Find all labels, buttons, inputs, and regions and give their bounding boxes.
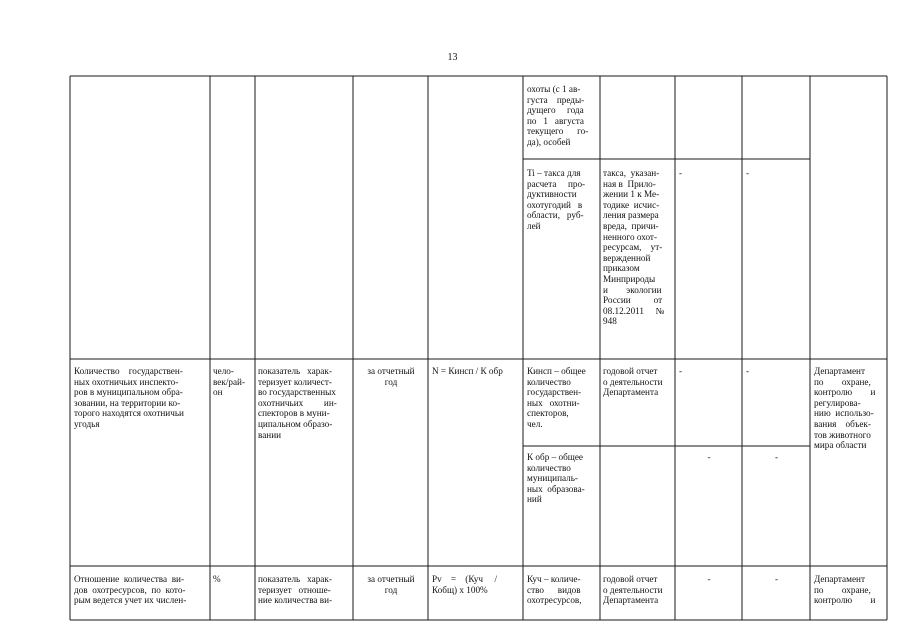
cell-kobr-term: К обр – общее количество муниципаль- ных образова- ний	[527, 452, 585, 505]
cell-formula: N = Кинсп / К обр	[432, 366, 503, 376]
cell-kinsp-dash-2: -	[746, 366, 750, 376]
cell-kobr-dash-2: -	[774, 452, 779, 462]
cell-indicator-name-2: Отношение количества ви- дов охотресурсов, по кото- рым ведется учет их числен-	[74, 574, 187, 606]
cell-period: за отчетный год	[367, 366, 415, 387]
cell-formula-2: Pv = (Куч / Кобщ) x 100%	[432, 574, 498, 595]
cell-kinsp-source: годовой отчет о деятельности Департамента	[603, 366, 663, 398]
cell-description-cont: охоты (с 1 ав- густа преды- дущего года по 1 августа текущего го- да), особей	[527, 84, 589, 147]
cell-kinsp-term: Кинсп – общее количество государствен- ных охотни- спекторов, чел.	[527, 366, 586, 429]
cell-responsible-2: Департамент по охране, контролю и	[814, 574, 876, 606]
cell-period-2: за отчетный год	[367, 574, 415, 595]
cell-kobr-dash-1: -	[707, 452, 711, 462]
cell-dash-1-row3: -	[707, 574, 711, 584]
cell-ti-dash-2: -	[746, 168, 750, 178]
cell-unit: чело- век/рай- он	[213, 366, 246, 398]
cell-ti-term: Ti – такса для расчета про- дуктивности охотугодий в области, руб- лей	[527, 168, 586, 231]
cell-characteristic: показатель харак- теризует количест- во государственных охотничьих ин- спекторов в муни- ципальном образо- вании	[258, 366, 337, 440]
page-number: 13	[447, 52, 458, 63]
cell-kuch-term: Куч – количе- ство видов охотресурсов,	[527, 574, 582, 606]
cell-responsible: Департамент по охране, контролю и регулирова- нию использо- вания объек- тов животного мира области	[814, 366, 876, 451]
cell-unit-2: %	[213, 574, 221, 584]
cell-ti-dash-1: -	[679, 168, 683, 178]
cell-dash-2-row3: -	[774, 574, 779, 584]
cell-kinsp-dash-1: -	[679, 366, 683, 376]
cell-ti-source: такса, указан- ная в Прило- жении 1 к Ме- тодике исчис- ления размера вреда, причи- ненного охот- ресурсам, ут- вержденной приказом Минприроды и экологии России от 08.12.2011 № 948	[603, 168, 665, 327]
cell-characteristic-2: показатель харак- теризует отноше- ние количества ви-	[258, 574, 333, 606]
cell-kuch-source: годовой отчет о деятельности Департамента	[603, 574, 663, 606]
cell-indicator-name: Количество государствен- ных охотничьих инспекто- ров в муниципальном обра- зовании, на территории ко- торого находятся охотничьи угодья	[74, 366, 184, 429]
